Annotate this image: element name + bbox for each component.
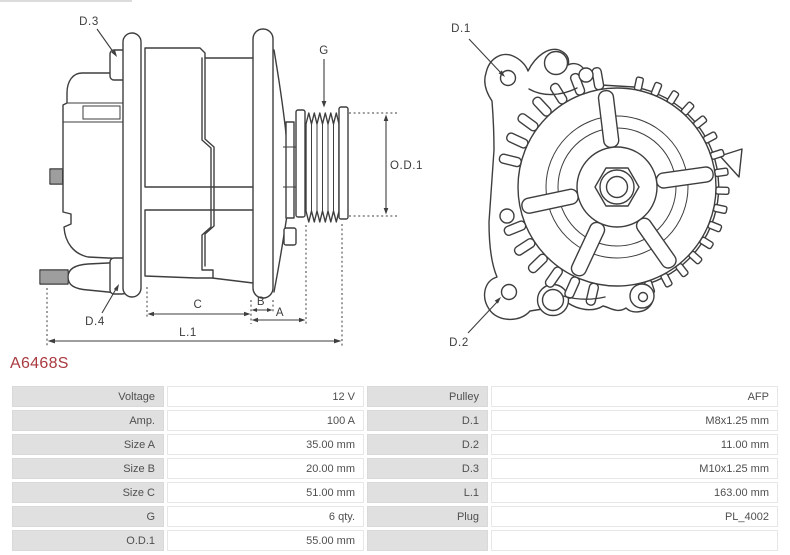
spec-label: Pulley: [367, 386, 488, 407]
label-c: C: [193, 299, 203, 311]
spec-row: [12, 506, 778, 527]
label-od1: O.D.1: [390, 160, 424, 172]
spec-row: [12, 530, 778, 551]
spec-row: [12, 410, 778, 431]
upper-through-hole: [545, 52, 568, 75]
spec-value: 55.00 mm: [167, 530, 364, 551]
spec-label: D.2: [367, 434, 488, 455]
spec-label: Amp.: [12, 410, 164, 431]
spec-label: Plug: [367, 506, 488, 527]
spec-value: 100 A: [167, 410, 364, 431]
label-a: A: [275, 307, 285, 319]
spec-label: O.D.1: [12, 530, 164, 551]
front-bracket: [253, 29, 273, 298]
spec-row: [12, 458, 778, 479]
spec-label: D.3: [367, 458, 488, 479]
label-g: G: [319, 45, 329, 57]
spec-label: [367, 530, 488, 551]
side-view: [40, 29, 348, 298]
spec-value: 12 V: [167, 386, 364, 407]
pulley: [296, 107, 348, 222]
label-l1: L.1: [179, 327, 197, 339]
rear-stud-lower: [40, 270, 68, 284]
rear-flange: [123, 33, 141, 297]
label-d4: D.4: [85, 316, 105, 328]
spec-value: 35.00 mm: [167, 434, 364, 455]
part-number: A6468S: [10, 355, 69, 372]
label-d2: D.2: [449, 337, 469, 349]
spec-value: 11.00 mm: [491, 434, 778, 455]
front-view: [485, 49, 742, 319]
shaft: [286, 122, 294, 218]
d2-leader-line: [468, 301, 498, 333]
spec-value: 20.00 mm: [167, 458, 364, 479]
spec-label: Size A: [12, 434, 164, 455]
d3-leader-line: [97, 29, 114, 53]
d1-leader-line: [469, 39, 501, 73]
spec-value: [491, 530, 778, 551]
mount-hole-d2: [502, 285, 517, 300]
rear-housing: [63, 73, 128, 259]
spec-value: 6 qty.: [167, 506, 364, 527]
spec-row: [12, 482, 778, 503]
spec-label: Size C: [12, 482, 164, 503]
spec-label: Size B: [12, 458, 164, 479]
spec-row: [12, 434, 778, 455]
rear-stud-upper: [50, 169, 63, 184]
spec-row: [12, 386, 778, 407]
spec-value: 163.00 mm: [491, 482, 778, 503]
spec-label: D.1: [367, 410, 488, 431]
spec-value: M10x1.25 mm: [491, 458, 778, 479]
spec-label: G: [12, 506, 164, 527]
spec-value: AFP: [491, 386, 778, 407]
label-d1: D.1: [451, 23, 471, 35]
spec-value: M8x1.25 mm: [491, 410, 778, 431]
specifications-table: [9, 383, 781, 554]
spec-label: L.1: [367, 482, 488, 503]
label-d3: D.3: [79, 16, 99, 28]
side-hole: [500, 209, 514, 223]
label-b: B: [256, 296, 266, 308]
spec-value: 51.00 mm: [167, 482, 364, 503]
spec-value: PL_4002: [491, 506, 778, 527]
spec-label: Voltage: [12, 386, 164, 407]
